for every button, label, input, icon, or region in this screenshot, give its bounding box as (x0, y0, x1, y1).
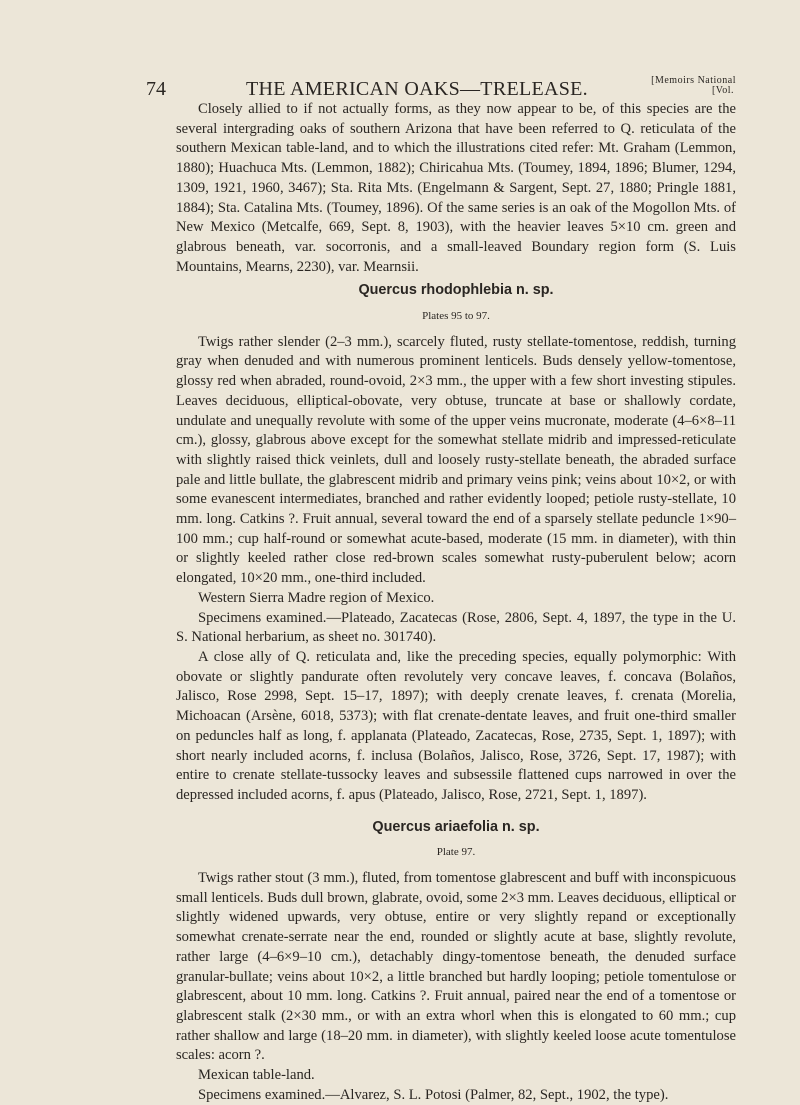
series-line-1: [Memoirs National (651, 75, 736, 86)
page-number: 74 (146, 78, 166, 100)
intro-paragraph: Closely allied to if not actually forms, as they now appear to be, of this species are the several intergrading oaks of southern Arizona that have been referred to Q. reticulata of the southern Mexican table-land, and to which the illustrations cited refer: Mt. Graham (Lemmon, 1880); Huachuca Mts. (Lemmon, 1882); Chiricahua Mts. (Toumey, 1894, 1896; Blumer, 1294, 1309, 1921, 1960, 3467); Sta. Rita Mts. (Engelmann & Sargent, Sept. 27, 1880; Pringle 1881, 1884); Sta. Catalina Mts. (Toumey, 1896). Of the same series is an oak of the Mogollon Mts. of New Mexico (Metcalfe, 669, Sept. 8, 1903), with the heavier leaves 5×10 cm. green and glabrous beneath, var. socorronis, and a small-leaved Boundary region form (S. Luis Mountains, Mearns, 2230), var. Mearnsii. (176, 101, 736, 275)
range-ariaefolia: Mexican table-land. (198, 1067, 315, 1084)
series-line-2: [Vol. (711, 85, 734, 96)
description-ariaefolia: Twigs rather stout (3 mm.), fluted, from tomentose glabrescent and buff with inconspicuous small lenticels. Buds dull brown, glabrate, ovoid, some 2×3 mm. Leaves deciduous, elliptical or slightly widened upwards, very obtuse, entire or very slightly repand or exceptionally somewhat crenate-serrate near the end, rounded or slightly acute at base, slightly revolute, rather large (4–6×9–10 cm.), detachably dingy-tomentose beneath, the denuded surface granular-bullate; veins about 10×2, a little branched but hardly looping; petiole tomentulose or glabrescent, about 10 mm. long. Catkins ?. Fruit annual, paired near the end of a tomentose or glabrescent stalk (2×30 mm., or with an extra whorl when this is elongated to 60 mm.; cup rather shallow and large (18–20 mm. in diameter), with slightly keeled loose acute tomentulose scales: acorn ?. (176, 870, 736, 1064)
page-body (176, 100, 736, 1105)
plates-reference-2: Plate 97. (436, 846, 476, 859)
species-title-rhodophlebia: Quercus rhodophlebia n. sp. (358, 282, 554, 299)
series-label (651, 76, 736, 96)
description-rhodophlebia: Twigs rather slender (2–3 mm.), scarcely fluted, rusty stellate-tomentose, reddish, turning gray when denuded and with numerous prominent lenticels. Buds densely yellow-tomentose, glossy red when abraded, round-ovoid, 2×3 mm., the upper with a few short investing stipules. Leaves deciduous, elliptical-obovate, very obtuse, truncate at base or shallowly cordate, undulate and unequally revolute with some of the upper veins mucronate, moderate (4–6×8–11 cm.), glossy, glabrous above except for the somewhat stellate midrib and impressed-reticulate with slightly raised thick veinlets, dull and loosely rusty-stellate beneath, the abraded surface pale and little bullate, the glabrescent midrib and primary veins pink; veins about 10×2, or with some evanescent intermediates, branched and rather evidently looped; petiole rusty-stellate, 10 mm. long. Catkins ?. Fruit annual, several toward the end of a sparsely stellate peduncle 1×90–100 mm.; cup half-round or somewhat acute-based, moderate (15 mm. in diameter), with thin or slightly keeled rather close red-brown scales somewhat rusty-puberulent below; acorn elongated, 10×20 mm., one-third included. (176, 333, 736, 587)
running-title: THE AMERICAN OAKS—TRELEASE. (246, 78, 588, 100)
plates-reference-1: Plates 95 to 97. (422, 310, 490, 323)
forms-rhodophlebia: A close ally of Q. reticulata and, like the preceding species, equally polymorphic: With obovate or slightly pandurate often revolutely very concave leaves, f. concava (Bolaños, Jalisco, Rose 2998, Sept. 15–17, 1897); with deeply crenate leaves, f. crenata (Morelia, Michoacan (Arsène, 6018, 5373); with flat crenate-dentate leaves, and fruit one-third smaller on peduncles half as long, f. applanata (Plateado, Zacatecas, Rose, 2735, Sept. 1, 1897); with short nearly included acorns, f. inclusa (Bolaños, Jalisco, Rose, 3726, Sept. 17, 1987); with entire to crenate stellate-tussocky leaves and subsessile flattened cups narrowed in over the depressed included acorns, f. apus (Plateado, Jalisco, Rose, 2721, Sept. 1, 1897). (176, 648, 736, 803)
species-title-ariaefolia: Quercus ariaefolia n. sp. (372, 818, 540, 835)
specimens-ariaefolia: Specimens examined.—Alvarez, S. L. Potosi (Palmer, 82, Sept., 1902, the type). (198, 1086, 669, 1103)
specimens-rhodophlebia: Specimens examined.—Plateado, Zacatecas (Rose, 2806, Sept. 4, 1897, the type in the U. S. National herbarium, as sheet no. 301740). (176, 609, 736, 646)
range-rhodophlebia: Western Sierra Madre region of Mexico. (198, 589, 435, 606)
